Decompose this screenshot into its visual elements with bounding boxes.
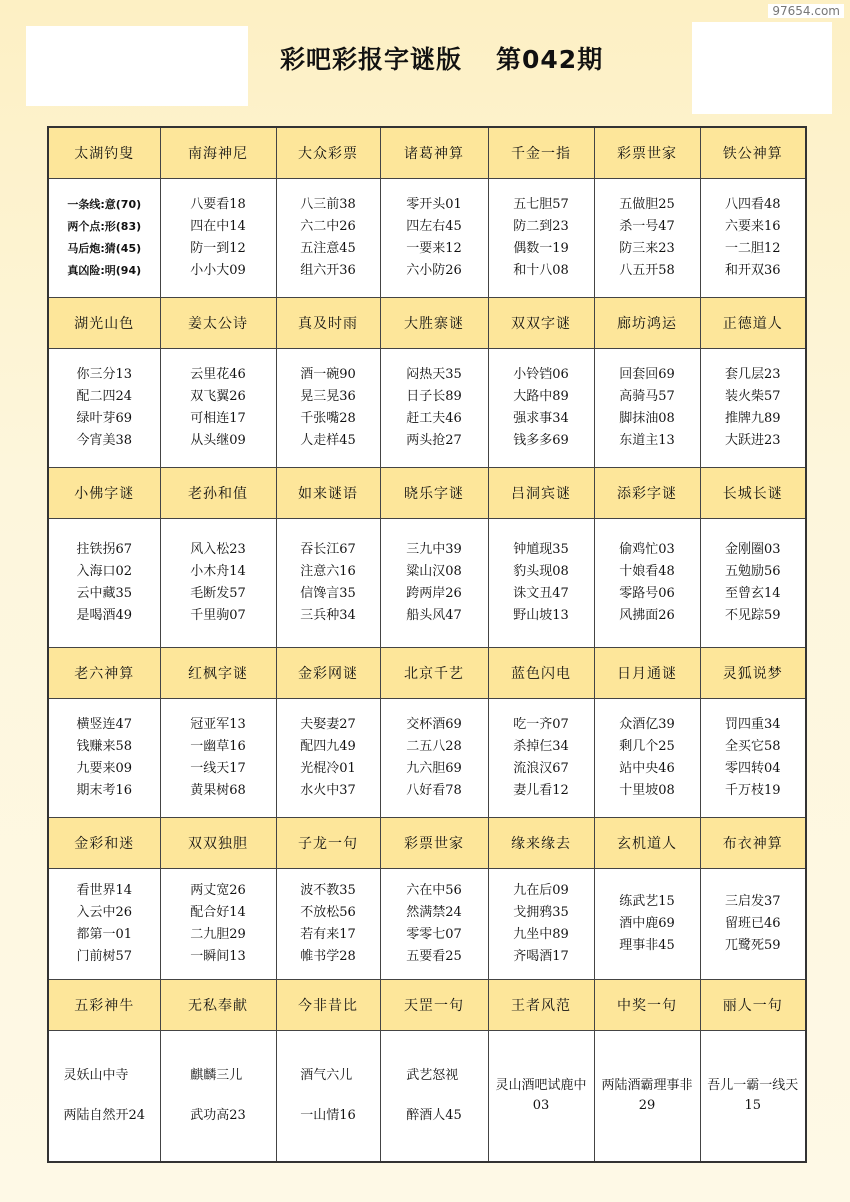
cell-line: 理事非45 <box>619 938 675 953</box>
cell-lines <box>190 714 246 802</box>
cell-lines <box>725 891 781 957</box>
cell-lines <box>300 1056 356 1136</box>
cell-line: 偶数一19 <box>513 241 569 256</box>
cell-line: 不放松56 <box>300 905 356 920</box>
cell-line: 和十八08 <box>513 263 569 278</box>
cell-line: 真凶险:明(94) <box>67 264 142 277</box>
cell-line: 酒气六儿 <box>300 1068 353 1083</box>
table-cell <box>380 869 488 980</box>
cell-line: 酒中鹿69 <box>619 916 675 931</box>
column-header: 老孙和值 <box>160 468 276 519</box>
column-header: 小佛字谜 <box>48 468 160 519</box>
cell-line: 期末考16 <box>76 783 133 798</box>
cell-line: 五要看25 <box>406 949 462 964</box>
header-row <box>48 648 806 699</box>
cell-line: 吾儿一霸一线天15 <box>707 1078 799 1113</box>
cell-line: 配合好14 <box>190 905 246 920</box>
cell-line: 二九胆29 <box>190 927 246 942</box>
cell-line: 波不教35 <box>300 883 356 898</box>
title-issue: 第042期 <box>496 45 604 74</box>
cell-lines <box>190 364 246 452</box>
column-header: 老六神算 <box>48 648 160 699</box>
cell-lines <box>406 880 462 968</box>
column-header: 添彩字谜 <box>594 468 700 519</box>
cell-lines <box>300 364 356 452</box>
column-header: 吕洞宾谜 <box>488 468 594 519</box>
cell-lines <box>619 891 675 957</box>
table-cell <box>594 869 700 980</box>
cell-lines <box>725 194 781 282</box>
table-cell <box>48 869 160 980</box>
cell-line: 杀掉仨34 <box>513 739 569 754</box>
column-header: 日月通谜 <box>594 648 700 699</box>
cell-line: 拄铁拐67 <box>76 542 133 557</box>
cell-line: 五注意45 <box>300 241 356 256</box>
cell-line: 夫娶妻27 <box>300 717 356 732</box>
cell-line: 四在中14 <box>190 219 246 234</box>
table-cell <box>380 519 488 648</box>
cell-line: 帷书学28 <box>300 949 356 964</box>
title-main: 彩吧彩报字谜版 <box>280 45 463 74</box>
cell-line: 三九中39 <box>406 542 462 557</box>
cell-line: 八四看48 <box>724 197 781 212</box>
cell-lines <box>725 364 781 452</box>
column-header: 中奖一句 <box>594 980 700 1031</box>
cell-lines <box>619 714 675 802</box>
cell-lines <box>406 1056 462 1136</box>
cell-line: 装火柴57 <box>724 389 781 404</box>
cell-line: 你三分13 <box>76 367 133 382</box>
cell-line: 横竖连47 <box>76 717 133 732</box>
cell-line: 八五开58 <box>619 263 675 278</box>
watermark: 97654.com <box>768 4 844 18</box>
column-header: 彩票世家 <box>594 127 700 179</box>
table-body <box>48 127 806 1162</box>
cell-line: 入海口02 <box>76 564 133 579</box>
cell-line: 看世界14 <box>76 883 133 898</box>
cell-line: 今宵美38 <box>76 433 133 448</box>
cell-line: 是喝酒49 <box>76 608 133 623</box>
cell-line: 门前树57 <box>76 949 133 964</box>
cell-lines <box>76 539 132 627</box>
cell-lines <box>67 194 141 282</box>
table-cell <box>380 349 488 468</box>
cell-line: 十里坡08 <box>619 783 675 798</box>
cell-line: 两丈宽26 <box>190 883 246 898</box>
cell-lines <box>300 714 356 802</box>
table-row <box>48 1031 806 1163</box>
column-header: 金彩和迷 <box>48 818 160 869</box>
cell-line: 风入松23 <box>190 542 246 557</box>
column-header: 千金一指 <box>488 127 594 179</box>
table-cell <box>160 519 276 648</box>
cell-lines <box>406 364 462 452</box>
column-header: 天罡一句 <box>380 980 488 1031</box>
cell-line: 和开双36 <box>724 263 781 278</box>
cell-line: 一二胆12 <box>724 241 781 256</box>
column-header: 玄机道人 <box>594 818 700 869</box>
table-cell <box>594 179 700 298</box>
table-cell <box>488 519 594 648</box>
cell-line: 都第一01 <box>76 927 133 942</box>
column-header: 王者风范 <box>488 980 594 1031</box>
cell-line: 零零七07 <box>406 927 462 942</box>
cell-line: 船头风47 <box>406 608 462 623</box>
cell-line: 八三前38 <box>300 197 356 212</box>
cell-line: 剩几个25 <box>619 739 675 754</box>
cell-lines <box>489 1076 594 1116</box>
cell-lines <box>595 1076 700 1116</box>
cell-line: 流浪汉67 <box>513 761 569 776</box>
cell-line: 东道主13 <box>619 433 675 448</box>
cell-line: 钱赚来58 <box>76 739 133 754</box>
column-header: 湖光山色 <box>48 298 160 349</box>
cell-line: 四左右45 <box>406 219 462 234</box>
table-cell <box>700 519 806 648</box>
cell-line: 诛文丑47 <box>513 586 569 601</box>
cell-line: 日子长89 <box>406 389 462 404</box>
cell-line: 云中藏35 <box>76 586 133 601</box>
header-row <box>48 980 806 1031</box>
cell-line: 千张嘴28 <box>300 411 356 426</box>
cell-line: 双飞翼26 <box>190 389 246 404</box>
table-cell <box>594 519 700 648</box>
cell-line: 不见踪59 <box>724 608 781 623</box>
column-header: 缘来缘去 <box>488 818 594 869</box>
cell-line: 冠亚军13 <box>190 717 246 732</box>
cell-line: 毛断发57 <box>190 586 246 601</box>
cell-line: 注意六16 <box>300 564 356 579</box>
cell-line: 练武艺15 <box>619 894 675 909</box>
cell-line: 五勉励56 <box>724 564 781 579</box>
cell-lines <box>725 539 781 627</box>
table-cell <box>160 1031 276 1163</box>
cell-line: 入云中26 <box>76 905 133 920</box>
blank-box-left <box>26 26 248 106</box>
column-header: 如来谜语 <box>276 468 380 519</box>
cell-line: 麒麟三儿 <box>190 1068 243 1083</box>
cell-line: 晃三晃36 <box>300 389 356 404</box>
table-cell <box>380 179 488 298</box>
cell-lines <box>300 194 356 282</box>
cell-line: 粱山汉08 <box>406 564 462 579</box>
cell-lines <box>406 714 462 802</box>
cell-lines <box>406 539 462 627</box>
table-cell <box>700 349 806 468</box>
column-header: 彩票世家 <box>380 818 488 869</box>
cell-line: 吃一齐07 <box>513 717 569 732</box>
cell-line: 跨两岸26 <box>406 586 462 601</box>
table-cell <box>700 869 806 980</box>
cell-line: 兀鹭死59 <box>724 938 781 953</box>
cell-line: 三启发37 <box>724 894 781 909</box>
cell-lines <box>513 880 569 968</box>
column-header: 子龙一句 <box>276 818 380 869</box>
column-header: 真及时雨 <box>276 298 380 349</box>
column-header: 诸葛神算 <box>380 127 488 179</box>
cell-line: 杀一号47 <box>619 219 675 234</box>
cell-lines <box>619 364 675 452</box>
cell-line: 九要来09 <box>76 761 133 776</box>
cell-line: 武艺怒视 <box>406 1068 459 1083</box>
column-header: 灵狐说梦 <box>700 648 806 699</box>
cell-line: 交杯酒69 <box>406 717 462 732</box>
table-cell <box>276 349 380 468</box>
cell-lines <box>76 880 132 968</box>
column-header: 大胜寨谜 <box>380 298 488 349</box>
column-header: 无私奉献 <box>160 980 276 1031</box>
table-cell <box>48 179 160 298</box>
cell-line: 强求事34 <box>513 411 569 426</box>
cell-line: 人走样45 <box>300 433 356 448</box>
header-row <box>48 298 806 349</box>
cell-lines <box>619 539 675 627</box>
column-header: 今非昔比 <box>276 980 380 1031</box>
cell-line: 防二到23 <box>513 219 569 234</box>
table-cell <box>160 179 276 298</box>
table-cell <box>700 699 806 818</box>
table-row <box>48 349 806 468</box>
cell-line: 千万枝19 <box>724 783 781 798</box>
cell-line: 六小防26 <box>406 263 462 278</box>
cell-line: 零开头01 <box>406 197 462 212</box>
cell-lines <box>701 1076 806 1116</box>
cell-line: 九坐中89 <box>513 927 569 942</box>
cell-line: 钱多多69 <box>513 433 569 448</box>
header-row <box>48 468 806 519</box>
cell-lines <box>190 880 246 968</box>
cell-lines <box>725 714 781 802</box>
cell-line: 防三来23 <box>619 241 675 256</box>
cell-line: 回套回69 <box>619 367 675 382</box>
cell-line: 云里花46 <box>190 367 246 382</box>
cell-line: 脚抹油08 <box>619 411 675 426</box>
column-header: 红枫字谜 <box>160 648 276 699</box>
header-row <box>48 127 806 179</box>
cell-line: 酒一碗90 <box>300 367 356 382</box>
table-row <box>48 179 806 298</box>
table-cell <box>48 699 160 818</box>
cell-line: 众酒亿39 <box>619 717 675 732</box>
column-header: 双双独胆 <box>160 818 276 869</box>
cell-line: 戈拥鸦35 <box>513 905 569 920</box>
table-cell <box>48 519 160 648</box>
table-cell <box>488 179 594 298</box>
cell-line: 若有来17 <box>300 927 356 942</box>
column-header: 南海神尼 <box>160 127 276 179</box>
cell-line: 组六开36 <box>300 263 356 278</box>
table-cell <box>276 699 380 818</box>
table-cell <box>380 699 488 818</box>
column-header: 丽人一句 <box>700 980 806 1031</box>
cell-line: 妻儿看12 <box>513 783 569 798</box>
cell-line: 风拂面26 <box>619 608 675 623</box>
table-cell <box>160 869 276 980</box>
cell-line: 黄果树68 <box>190 783 246 798</box>
cell-lines <box>513 714 569 802</box>
cell-lines <box>190 539 246 627</box>
table-cell <box>594 1031 700 1163</box>
cell-line: 可相连17 <box>190 411 246 426</box>
cell-line: 偷鸡忙03 <box>619 542 675 557</box>
cell-line: 一要来12 <box>406 241 462 256</box>
table-cell <box>488 1031 594 1163</box>
cell-line: 零路号06 <box>619 586 675 601</box>
cell-line: 绿叶芽69 <box>76 411 133 426</box>
cell-line: 两陆自然开24 <box>63 1108 146 1123</box>
column-header: 廊坊鸿运 <box>594 298 700 349</box>
cell-line: 齐喝酒17 <box>513 949 569 964</box>
column-header: 五彩神牛 <box>48 980 160 1031</box>
cell-line: 二五八28 <box>406 739 462 754</box>
column-header: 铁公神算 <box>700 127 806 179</box>
cell-lines <box>513 364 569 452</box>
column-header: 姜太公诗 <box>160 298 276 349</box>
cell-line: 武功高23 <box>190 1108 246 1123</box>
cell-line: 小小大09 <box>190 263 246 278</box>
cell-line: 水火中37 <box>300 783 356 798</box>
table-row <box>48 519 806 648</box>
cell-line: 大跃进23 <box>724 433 781 448</box>
cell-line: 留班已46 <box>724 916 781 931</box>
table-cell <box>488 869 594 980</box>
table-cell <box>276 869 380 980</box>
column-header: 蓝色闪电 <box>488 648 594 699</box>
cell-line: 光棍冷01 <box>300 761 356 776</box>
cell-lines <box>190 194 246 282</box>
cell-line: 五做胆25 <box>619 197 675 212</box>
cell-line: 金刚圈03 <box>724 542 781 557</box>
cell-line: 一幽草16 <box>190 739 246 754</box>
lottery-table <box>47 126 807 1163</box>
cell-lines <box>513 539 569 627</box>
column-header: 北京千艺 <box>380 648 488 699</box>
table-cell <box>700 179 806 298</box>
page-title <box>280 40 603 76</box>
table-cell <box>160 349 276 468</box>
cell-line: 零四转04 <box>724 761 781 776</box>
cell-line: 罚四重34 <box>724 717 781 732</box>
table-cell <box>276 519 380 648</box>
cell-line: 豹头现08 <box>513 564 569 579</box>
column-header: 晓乐字谜 <box>380 468 488 519</box>
cell-line: 闷热天35 <box>406 367 462 382</box>
cell-line: 五七胆57 <box>513 197 569 212</box>
cell-line: 八要看18 <box>190 197 246 212</box>
table-cell <box>160 699 276 818</box>
column-header: 太湖钓叟 <box>48 127 160 179</box>
cell-line: 一瞬间13 <box>190 949 246 964</box>
cell-line: 野山坡13 <box>513 608 569 623</box>
cell-line: 至曾玄14 <box>724 586 781 601</box>
column-header: 布衣神算 <box>700 818 806 869</box>
cell-line: 马后炮:猜(45) <box>67 242 142 255</box>
cell-lines <box>513 194 569 282</box>
cell-line: 三兵种34 <box>300 608 356 623</box>
cell-line: 信馋言35 <box>300 586 356 601</box>
cell-line: 九在后09 <box>513 883 569 898</box>
cell-lines <box>190 1056 246 1136</box>
column-header: 正德道人 <box>700 298 806 349</box>
cell-line: 十娘看48 <box>619 564 675 579</box>
cell-line: 从头继09 <box>190 433 246 448</box>
cell-lines <box>76 364 132 452</box>
table-cell <box>48 1031 160 1163</box>
cell-line: 两头抢27 <box>406 433 462 448</box>
cell-lines <box>76 714 132 802</box>
column-header: 大众彩票 <box>276 127 380 179</box>
blank-box-right <box>692 22 832 114</box>
table-row <box>48 699 806 818</box>
table-cell <box>380 1031 488 1163</box>
cell-line: 吞长江67 <box>300 542 356 557</box>
cell-line: 六在中56 <box>406 883 462 898</box>
cell-line: 全买它58 <box>724 739 781 754</box>
cell-line: 推牌九89 <box>724 411 781 426</box>
cell-line: 钟馗现35 <box>513 542 569 557</box>
cell-line: 套几层23 <box>724 367 781 382</box>
cell-line: 千里驹07 <box>190 608 246 623</box>
cell-line: 八好看78 <box>406 783 462 798</box>
cell-line: 两陆酒霸理事非29 <box>601 1078 693 1113</box>
cell-line: 两个点:形(83) <box>67 220 142 233</box>
cell-lines <box>63 1056 145 1136</box>
cell-line: 小木舟14 <box>190 564 246 579</box>
table-cell <box>594 699 700 818</box>
cell-lines <box>406 194 462 282</box>
cell-line: 一线天17 <box>190 761 246 776</box>
cell-line: 灵山酒吧试鹿中03 <box>495 1078 587 1113</box>
table-cell <box>276 1031 380 1163</box>
column-header: 金彩网谜 <box>276 648 380 699</box>
cell-lines <box>300 539 356 627</box>
column-header: 长城长谜 <box>700 468 806 519</box>
table-cell <box>594 349 700 468</box>
cell-line: 一山情16 <box>300 1108 356 1123</box>
cell-line: 配四九49 <box>300 739 356 754</box>
table-cell <box>488 699 594 818</box>
cell-line: 九六胆69 <box>406 761 462 776</box>
cell-line: 大路中89 <box>513 389 569 404</box>
cell-lines <box>300 880 356 968</box>
cell-line: 六二中26 <box>300 219 356 234</box>
cell-line: 一条线:意(70) <box>67 198 142 211</box>
cell-line: 防一到12 <box>190 241 246 256</box>
cell-line: 站中央46 <box>619 761 675 776</box>
cell-line: 然满禁24 <box>406 905 462 920</box>
table-cell <box>700 1031 806 1163</box>
header-row <box>48 818 806 869</box>
cell-line: 小铃铛06 <box>513 367 569 382</box>
cell-line: 赶工夫46 <box>406 411 462 426</box>
cell-lines <box>619 194 675 282</box>
table-cell <box>48 349 160 468</box>
cell-line: 配二四24 <box>76 389 133 404</box>
table-cell <box>488 349 594 468</box>
table-row <box>48 869 806 980</box>
cell-line: 灵妖山中寺 <box>63 1068 129 1083</box>
cell-line: 醉酒人45 <box>406 1108 462 1123</box>
cell-line: 六要来16 <box>724 219 781 234</box>
column-header: 双双字谜 <box>488 298 594 349</box>
table-cell <box>276 179 380 298</box>
cell-line: 高骑马57 <box>619 389 675 404</box>
